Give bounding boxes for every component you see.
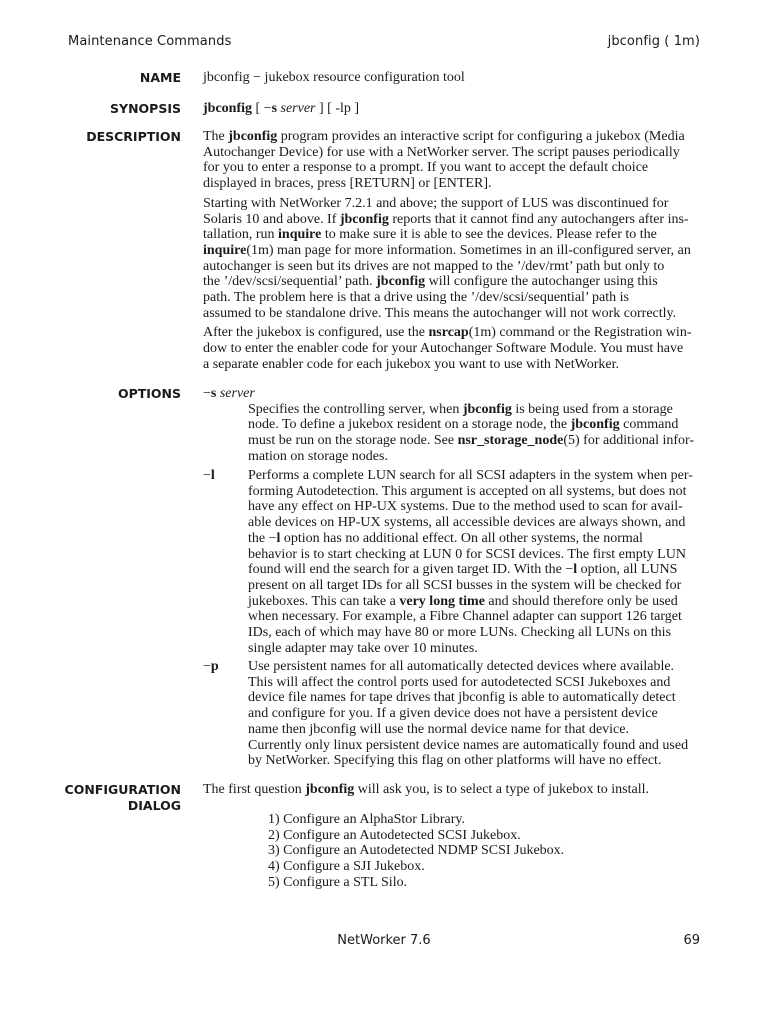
- synopsis-heading: SYNOPSIS: [110, 101, 181, 116]
- running-header-right: jbconfig ( 1m): [607, 34, 700, 49]
- description-heading: DESCRIPTION: [86, 129, 181, 144]
- list-item: 5) Configure a STL Silo.: [268, 874, 408, 890]
- option-s-description: Specifies the controlling server, when jbconfig is being used from a storage node. To define a jukebox resident on a storage node, the jbconfig command must be run on the storage node. See nsr_storage_node(5) for additional infor- mation on storage nodes.: [248, 401, 695, 464]
- option-p-flag: −p: [203, 659, 219, 674]
- description-body: [203, 129, 700, 373]
- option-l-flag: −l: [203, 468, 215, 483]
- configuration-dialog-intro: The first question jbconfig will ask you, is to select a type of jukebox to install.: [203, 782, 649, 797]
- options-heading: OPTIONS: [117, 386, 181, 401]
- option-l-description: Performs a complete LUN search for all SCSI adapters in the system when per- forming Autodetection. This argument is accepted on all systems, but does not have any effect on HP-UX systems. Due to the method used to scan for avail- able devices on HP-UX systems, all accessible devices are always shown, and the −l option has no additional effect. On all other systems, the normal behavior is to start checking at LUN 0 for SCSI devices. The first empty LUN found will end the search for a given target ID. With the −l option, all LUNS present on all target IDs for all SCSI busses in the system will be checked for jukeboxes. This can take a very long time and should therefore only be used when necessary. For example, a Fibre Channel adapter can support 126 target IDs, each of which may have 80 or more LUNs. Checking all LUNs on this single adapter may take over 10 minutes.: [248, 468, 693, 656]
- running-header-left: Maintenance Commands: [68, 34, 232, 49]
- synopsis-text: jbconfig [ −s server ] [ -lp ]: [203, 101, 360, 116]
- description-paragraph-1: The jbconfig program provides an interactive script for configuring a jukebox (Media Autochanger Device) for use with a NetWorker server. The script pauses periodically for you to enter a response to a prompt. If you want to accept the default choice displayed in braces, press [RETURN] or [ENTER].: [203, 129, 685, 192]
- list-item: 1) Configure an AlphaStor Library.: [268, 812, 465, 827]
- option-s-flag: −s server: [203, 386, 255, 401]
- name-heading: NAME: [139, 70, 181, 85]
- name-text: jbconfig − jukebox resource configuration tool: [203, 70, 465, 85]
- jukebox-type-list: [268, 812, 564, 891]
- footer-product: NetWorker 7.6: [337, 933, 431, 948]
- configuration-dialog-heading: CONFIGURATION DIALOG: [64, 782, 181, 813]
- option-p-description: Use persistent names for all automatically detected devices where available. This will affect the control ports used for autodetected SCSI Jukeboxes and device file names for tape drives that jbconfig is able to automatically detect and configure for you. If a given device does not have a persistent device name then jbconfig will use the normal device name for that device. Currently only linux persistent device names are automatically found and used by NetWorker. Specifying this flag on other platforms will have no effect.: [248, 659, 689, 769]
- list-item: 4) Configure a SJI Jukebox.: [268, 859, 425, 875]
- list-item: 3) Configure an Autodetected NDMP SCSI Jukebox.: [268, 843, 565, 859]
- description-paragraph-3: After the jukebox is configured, use the nsrcap(1m) command or the Registration win- dow to enter the enabler code for your Autochanger Software Module. You must have a separate enabler code for each jukebox you want to use with NetWorker.: [203, 325, 692, 372]
- page-number: 69: [683, 933, 700, 948]
- description-paragraph-2: Starting with NetWorker 7.2.1 and above; the support of LUS was discontinued for Solaris 10 and above. If jbconfig reports that it cannot find any autochangers after ins- tallation, run inquire to make sure it is able to see the devices. Please refer to the inquire(1m) man page for more information. Sometimes in an ill-configured server, an autochanger is seen but its drives are not mapped to the ’/dev/rmt’ path but only to the ’/dev/scsi/sequential’ path. jbconfig will configure the autochanger using this path. The problem here is that a drive using the ’/dev/scsi/sequential’ path is assumed to be standalone drive. This means the autochanger will not work correctly.: [203, 195, 691, 321]
- list-item: 2) Configure an Autodetected SCSI Jukebox.: [268, 827, 521, 843]
